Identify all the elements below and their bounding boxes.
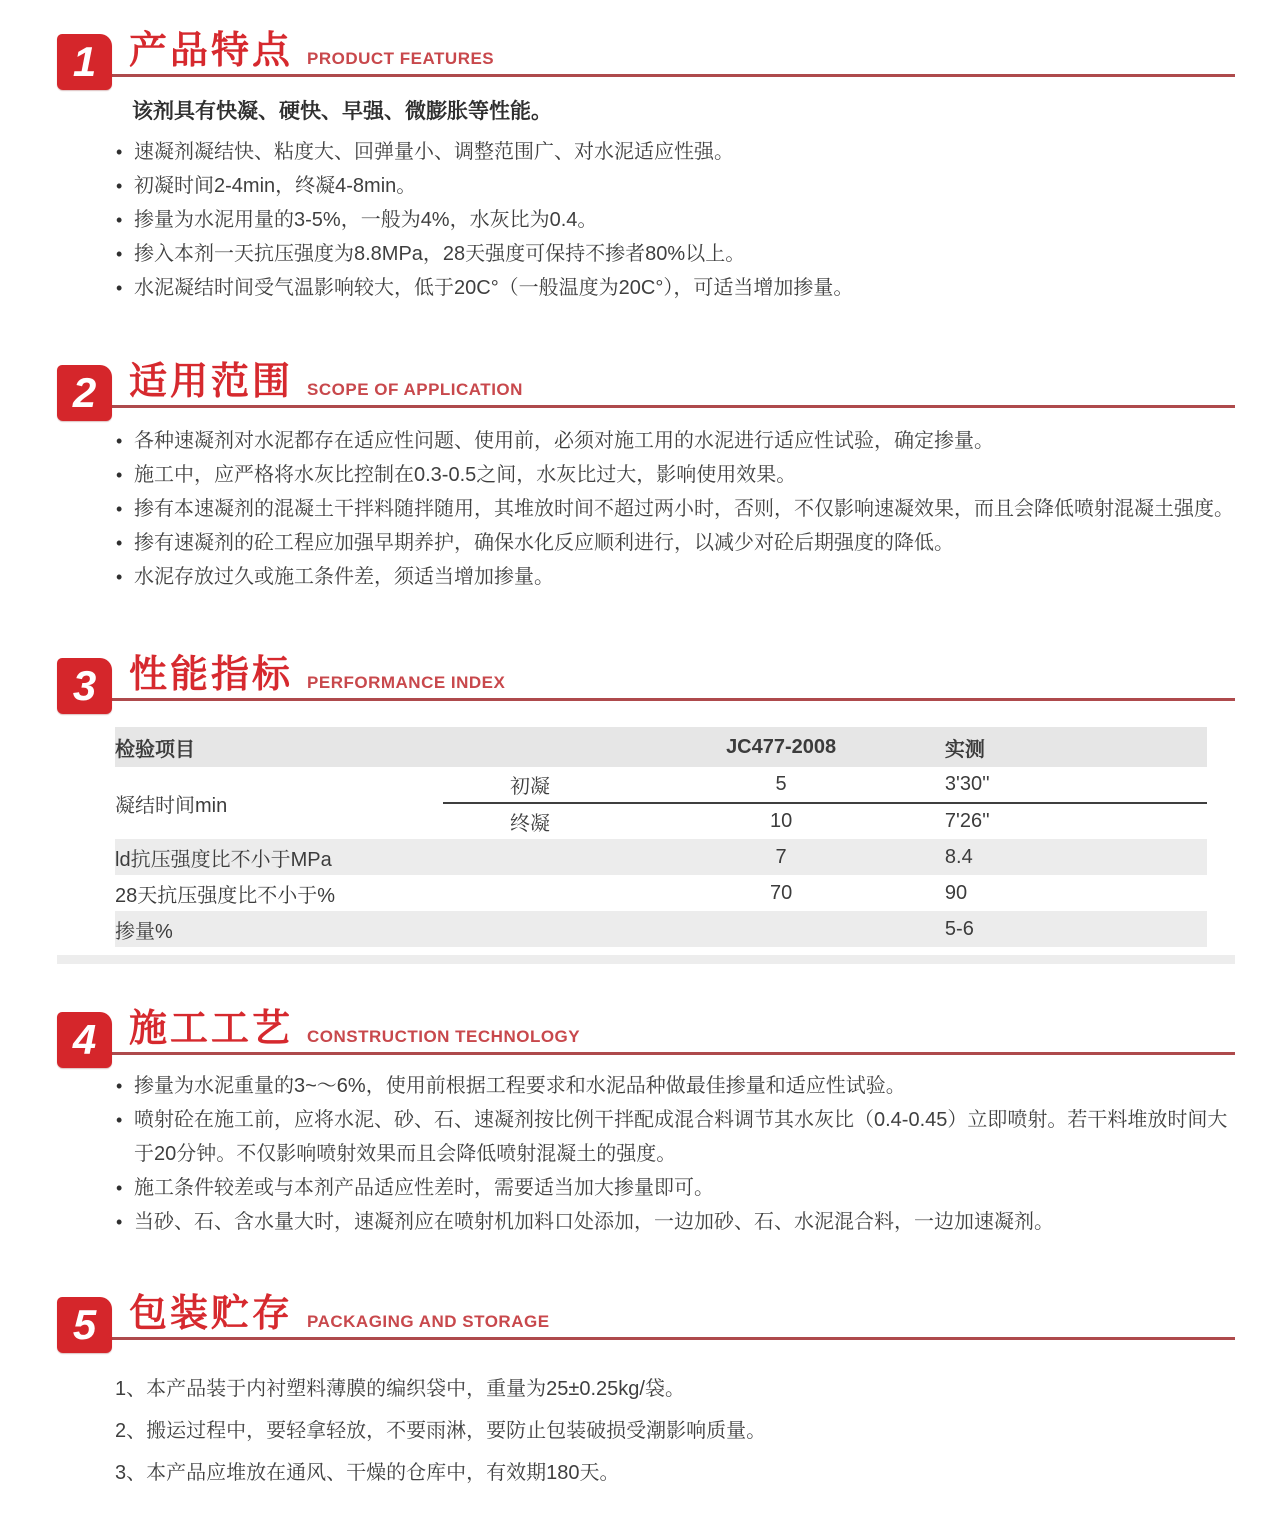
table-cell-measured: 3'30'' [945,767,1207,803]
bullet-item: • 喷射砼在施工前，应将水泥、砂、石、速凝剂按比例干拌配成混合料调节其水灰比（0.4-0.45）立即喷射。若干料堆放时间大于20分钟。不仅影响喷射效果而且会降低喷射混凝土的强度。 [115,1103,1235,1171]
section-header [57,353,1235,416]
table-cell-standard: 7 [775,845,787,868]
table-cell-sub: 终凝 [509,813,550,835]
performance-table [115,727,1207,947]
bullet-item: • 水泥存放过久或施工条件差，须适当增加掺量。 [115,560,1235,594]
table-cell-standard: 10 [769,810,793,832]
bullet-item: • 各种速凝剂对水泥都存在适应性问题、使用前，必须对施工用的水泥进行适应性试验，确定掺量。 [115,424,1235,458]
table-header-row [115,727,1207,767]
packaging-list [115,1368,1235,1494]
feature-list [115,135,1235,305]
table-cell-measured: 8.4 [944,845,973,868]
table-row [115,911,1207,947]
section-number-badge: 5 [57,1297,112,1353]
section-performance-index [57,646,1235,964]
bullet-item: • 速凝剂凝结快、粘度大、回弹量小、调整范围广、对水泥适应性强。 [115,135,1235,169]
section-title-en: SCOPE OF APPLICATION [307,380,523,399]
section-title-cn: 适用范围 [129,361,294,403]
table-cell-standard: 70 [769,881,793,904]
bullet-item: • 掺入本剂一天抗压强度为8.8MPa，28天强度可保持不掺者80%以上。 [115,237,1235,271]
bullet-item: • 初凝时间2-4min，终凝4-8min。 [115,169,1235,203]
section-number-badge: 2 [57,365,112,421]
section-title-en: PERFORMANCE INDEX [307,673,506,692]
section-number-badge: 1 [57,34,112,90]
section-title-cn: 产品特点 [129,30,294,72]
section-intro: 该剂具有快凝、硬快、早强、微膨胀等性能。 [132,100,552,123]
section-header [57,646,1235,709]
scope-list [115,424,1235,594]
section-scope-of-application [57,353,1235,594]
bullet-item: • 当砂、石、含水量大时，速凝剂应在喷射机加料口处添加，一边加砂、石、水泥混合料，一边加速凝剂。 [115,1205,1235,1239]
section-title-cn: 施工工艺 [129,1008,294,1050]
section-titles [129,363,523,401]
section-number-badge: 3 [57,658,112,714]
table-header-standard: JC477-2008 [726,735,837,758]
bullet-item: • 水泥凝结时间受气温影响较大，低于20C°（一般温度为20C°），可适当增加掺量。 [115,271,1235,305]
table-row [115,767,1207,803]
table-header-sub [443,727,618,767]
bullet-item: • 掺有本速凝剂的混凝土干拌料随拌随用，其堆放时间不超过两小时，否则，不仅影响速凝效果，而且会降低喷射混凝土强度。 [115,492,1235,526]
numbered-item: 3、本产品应堆放在通风、干燥的仓库中，有效期180天。 [115,1462,620,1484]
bullet-item: • 掺有速凝剂的砼工程应加强早期养护，确保水化反应顺利进行，以减少对砼后期强度的降低。 [115,526,1235,560]
section-title-cn: 性能指标 [129,654,294,696]
section-title-en: PACKAGING AND STORAGE [307,1312,550,1331]
numbered-item: 2、搬运过程中，要轻拿轻放，不要雨淋，要防止包装破损受潮影响质量。 [115,1420,767,1442]
section-header [57,1285,1235,1348]
table-row [115,875,1207,911]
section-product-features [57,22,1235,305]
table-cell-standard [617,911,945,947]
table-cell-sub: 初凝 [443,767,618,803]
section-titles [129,1295,550,1333]
table-cell-standard: 5 [617,767,945,803]
section-titles [129,32,494,70]
bullet-item: • 施工条件较差或与本剂产品适应性差时，需要适当加大掺量即可。 [115,1171,1235,1205]
table-cell-item: ld抗压强度比不小于MPa [115,848,332,871]
table-cell-measured: 7'26'' [944,810,990,832]
section-title-en: CONSTRUCTION TECHNOLOGY [307,1027,581,1046]
bullet-item: • 掺量为水泥重量的3~～6%，使用前根据工程要求和水泥品种做最佳掺量和适应性试验。 [115,1069,1235,1103]
table-cell-measured: 90 [944,881,968,904]
table-header-measured: 实测 [944,738,985,761]
section-titles [129,1010,580,1048]
table-cell-item: 28天抗压强度比不小于% [115,884,336,907]
section-packaging-and-storage [57,1285,1235,1494]
bullet-item: • 掺量为水泥用量的3-5%，一般为4%，水灰比为0.4。 [115,203,1235,237]
numbered-item: 1、本产品装于内衬塑料薄膜的编织袋中，重量为25±0.25kg/袋。 [115,1378,685,1400]
table-cell-item: 掺量% [115,920,173,943]
section-header [57,1000,1235,1063]
bullet-item: • 施工中，应严格将水灰比控制在0.3-0.5之间，水灰比过大，影响使用效果。 [115,458,1235,492]
section-number-badge: 4 [57,1012,112,1068]
section-header [57,22,1235,85]
section-title-en: PRODUCT FEATURES [307,49,495,68]
table-row [115,839,1207,875]
construction-list [115,1069,1235,1239]
section-titles [129,656,505,694]
section-construction-technology [57,1000,1235,1239]
table-cell-item: 凝结时间min [115,794,228,817]
table-footer-strip [57,955,1235,964]
table-cell-measured: 5-6 [944,917,974,940]
section-title-cn: 包装贮存 [129,1293,294,1335]
table-header-item: 检验项目 [115,738,195,761]
